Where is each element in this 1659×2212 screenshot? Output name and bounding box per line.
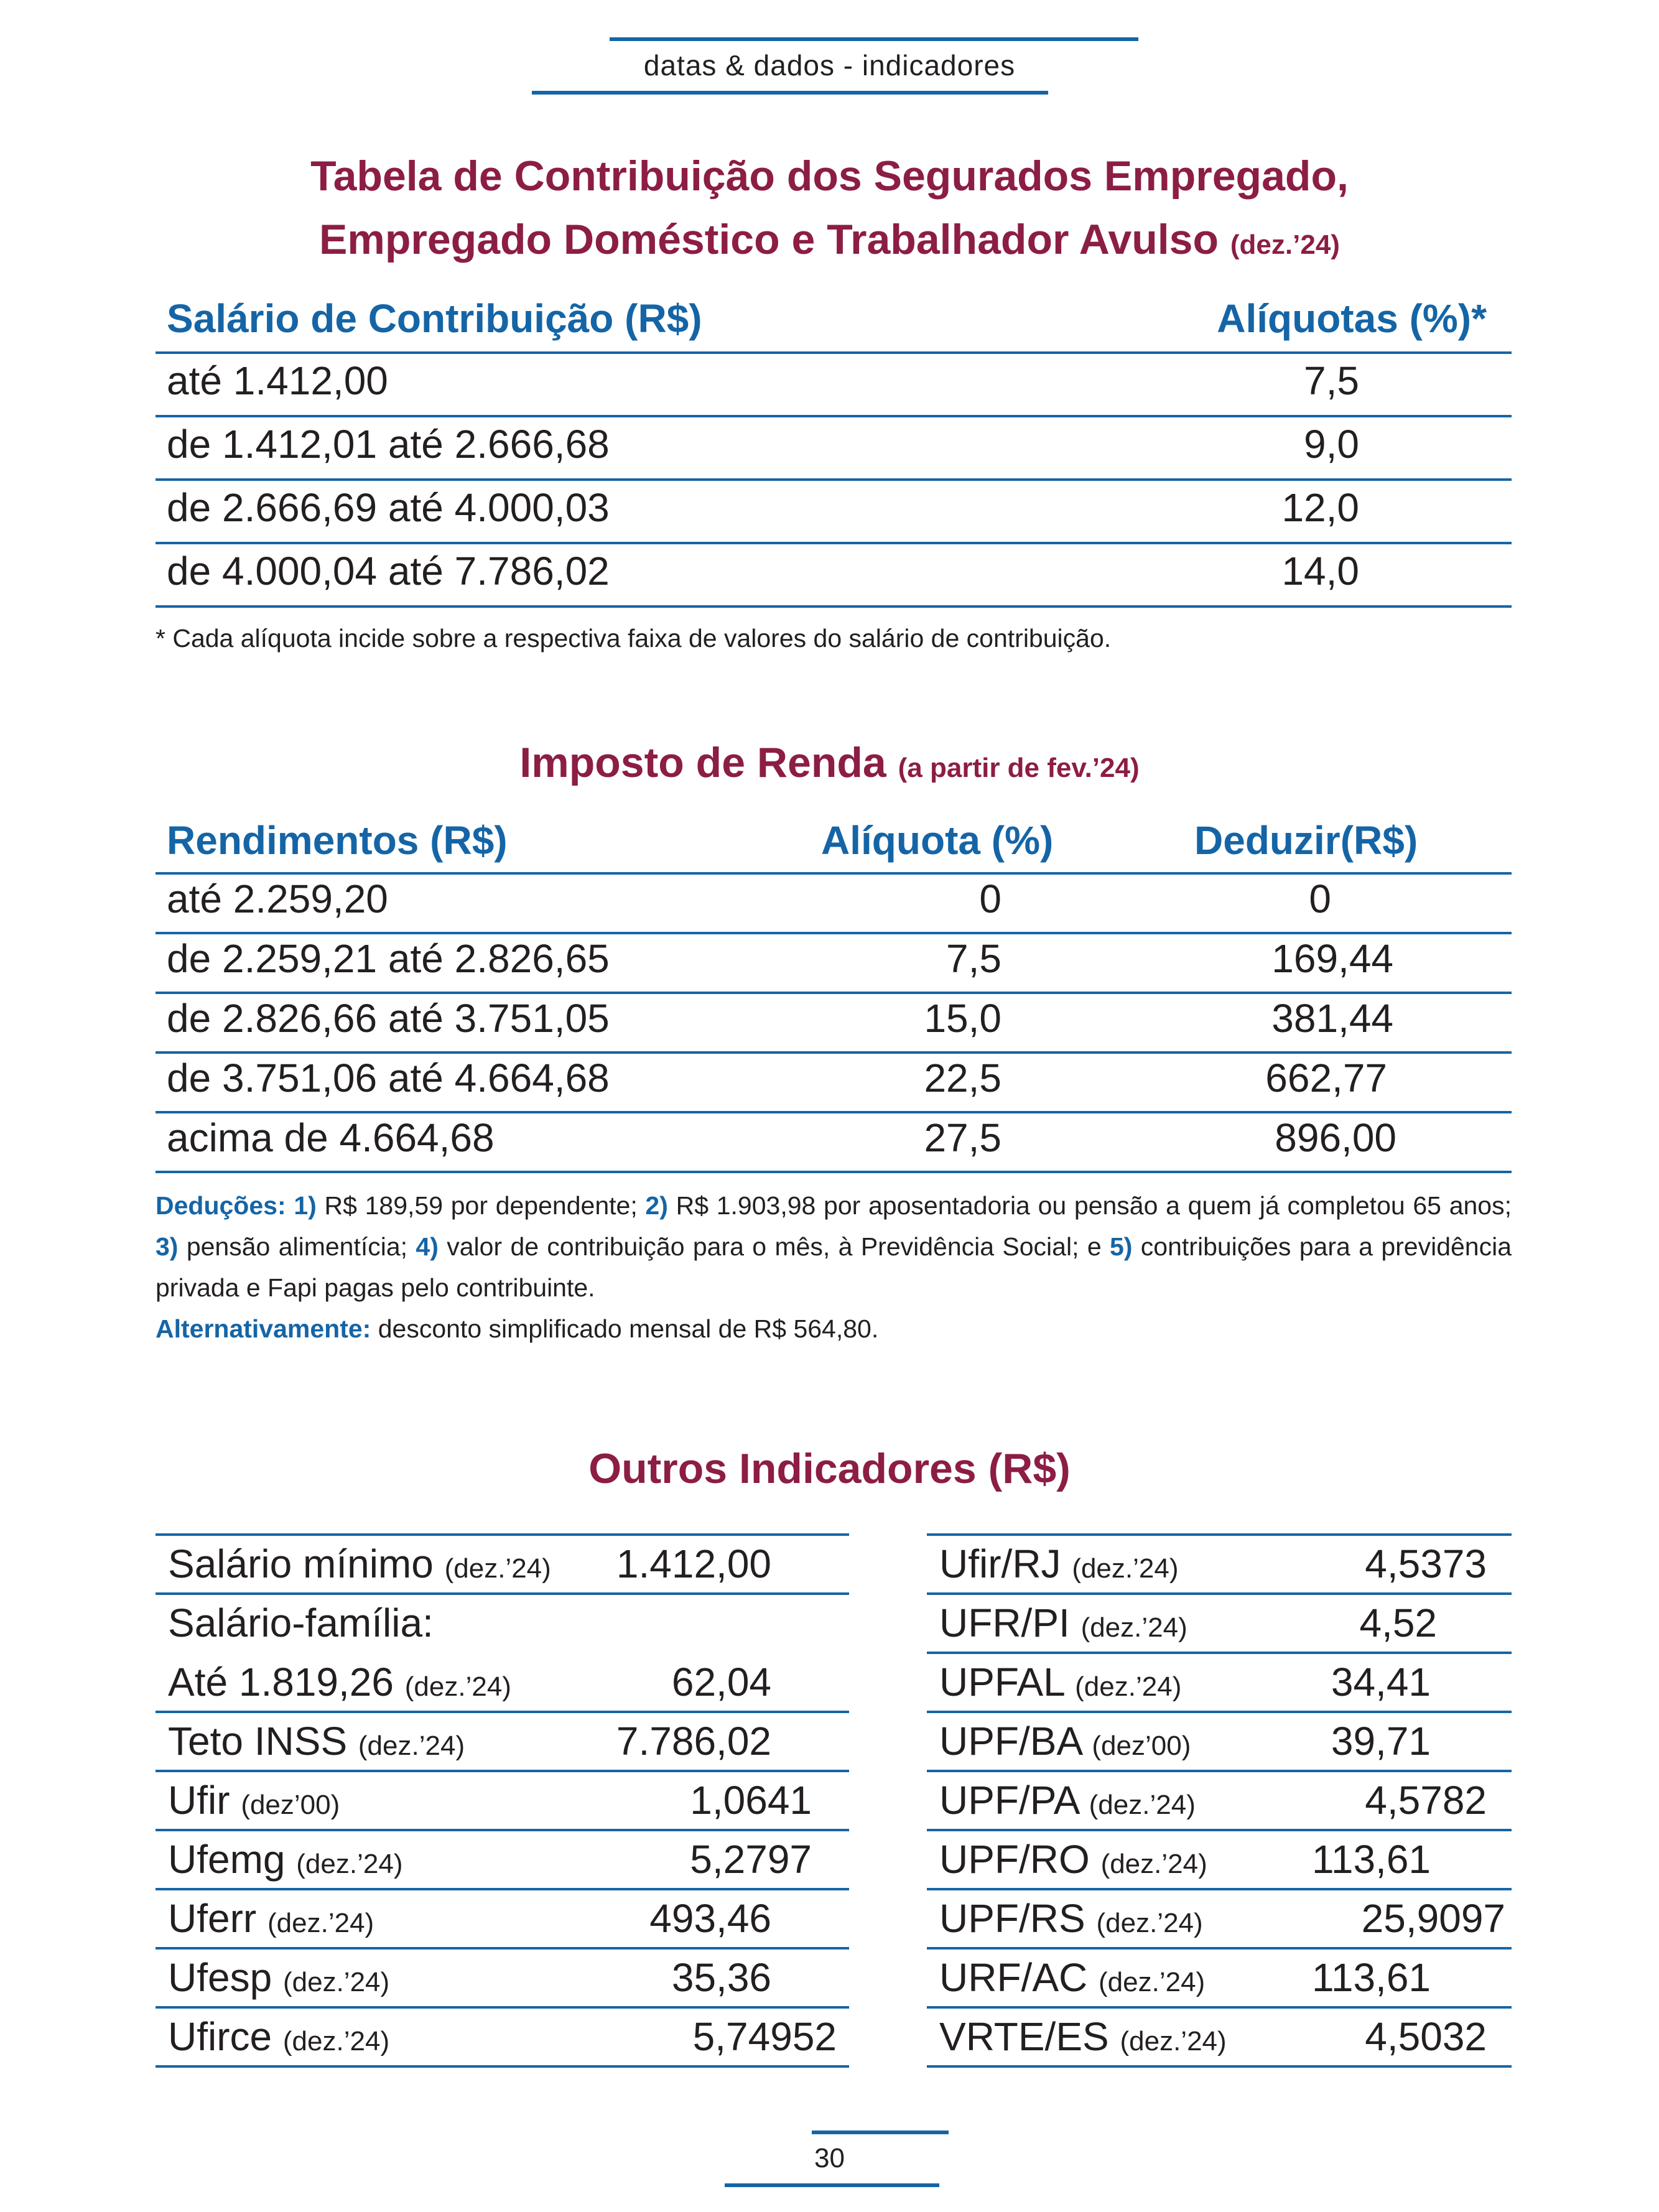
indicators-right-table [927,1533,1512,2068]
indicator-row [156,1949,849,2009]
indicator-name [168,1836,402,1882]
inss-col-salary: Salário de Contribuição (R$) [167,296,702,341]
indicator-ref: (dez.’24) [1096,1908,1203,1938]
ir-col-deduct: Deduzir(R$) [1194,818,1418,863]
indicator-label: Ufirce [168,2014,272,2059]
indicator-row [927,1536,1512,1595]
table-row [156,1113,1512,1173]
indicator-value: 4,5032 [1365,2014,1487,2059]
indicator-value: 4,5782 [1365,1778,1487,1823]
indicator-name [168,1600,434,1646]
indicator-label: UPF/RS [939,1896,1085,1941]
indicator-row [156,1772,849,1831]
ir-deduct: 0 [1309,876,1331,921]
inss-title [0,144,1659,277]
indicator-row [156,1654,849,1713]
indicator-value: 5,2797 [690,1837,812,1882]
indicator-name [168,1895,374,1941]
ir-deduct: 169,44 [1271,936,1393,981]
indicator-name [168,2014,389,2060]
indicator-name [168,1541,551,1587]
indicator-ref: (dez’00) [1092,1731,1191,1761]
ir-range: de 2.259,21 até 2.826,65 [167,936,610,981]
inss-rate: 14,0 [1281,549,1359,593]
footer-top-rule [812,2131,949,2134]
indicator-ref: (dez.’24) [282,2026,390,2056]
table-row [156,481,1512,544]
header-bottom-rule [532,91,1048,95]
indicator-label: Até 1.819,26 [168,1660,394,1704]
indicator-row [927,1713,1512,1772]
inss-title-line1: Tabela de Contribuição dos Segurados Empregado, [310,152,1349,200]
deduction-number: 2) [645,1191,668,1220]
indicator-name [168,1954,389,2001]
indicator-row [927,1949,1512,2009]
indicator-value: 4,5373 [1365,1541,1487,1586]
table-row [156,934,1512,994]
ir-deduct: 896,00 [1275,1115,1396,1160]
table-row [156,544,1512,608]
indicator-row [156,1713,849,1772]
indicator-row [927,1595,1512,1654]
indicator-value: 34,41 [1331,1660,1431,1704]
footer-bottom-rule [725,2183,939,2187]
ir-deduct: 662,77 [1265,1056,1387,1100]
indicator-value: 1,0641 [690,1778,812,1823]
indicator-ref: (dez.’24) [444,1553,551,1584]
indicator-value: 35,36 [671,1955,771,2000]
indicator-label: Teto INSS [168,1719,348,1764]
indicator-label: Uferr [168,1896,257,1941]
indicator-ref: (dez.’24) [404,1671,511,1702]
deduction-text: pensão alimentícia; [178,1232,416,1261]
header-title: datas & dados - indicadores [643,49,1016,81]
indicator-name [939,1659,1181,1705]
ir-title [0,731,1659,800]
inss-range: de 1.412,01 até 2.666,68 [167,422,610,467]
ir-rate: 15,0 [924,996,1001,1041]
indicator-label: UPF/BA [939,1719,1081,1764]
deduction-text: valor de contribuição para o mês, à Previdência Social; e [438,1232,1110,1261]
indicator-value: 4,52 [1359,1601,1437,1645]
indicator-ref: (dez.’24) [1120,2026,1227,2056]
ir-rate: 27,5 [924,1115,1001,1160]
indicator-row [156,1595,849,1654]
inss-rate: 7,5 [1304,358,1359,403]
table-row [156,994,1512,1054]
indicator-label: Ufesp [168,1955,272,2000]
inss-title-ref: (dez.’24) [1230,230,1340,260]
deduction-text: contribuições para a previdência privada e Fapi pagas pelo contribuinte. [156,1232,1512,1302]
inss-range: até 1.412,00 [167,358,388,403]
indicator-value: 5,74952 [692,2014,837,2059]
ir-range: até 2.259,20 [167,876,388,921]
indicator-ref: (dez.’24) [296,1849,403,1879]
indicator-row [156,1831,849,1890]
indicator-row [927,1890,1512,1949]
inss-title-line2: Empregado Doméstico e Trabalhador Avulso [319,216,1219,263]
ir-rate: 22,5 [924,1056,1001,1100]
indicator-name [168,1777,340,1823]
alternative-text: desconto simplificado mensal de R$ 564,80. [371,1314,879,1343]
ir-title-text: Imposto de Renda [519,739,886,786]
indicator-label: UPFAL [939,1660,1064,1704]
ir-col-rate: Alíquota (%) [821,818,1054,863]
indicator-row [927,1772,1512,1831]
indicator-ref: (dez’00) [241,1790,340,1820]
deduction-number: 3) [156,1232,179,1261]
table-row [156,1054,1512,1113]
ir-rate: 0 [979,876,1001,921]
indicator-ref: (dez.’24) [267,1908,374,1938]
indicator-ref: (dez.’24) [1100,1849,1207,1879]
table-row [156,875,1512,934]
deduction-text: R$ 1.903,98 por aposentadoria ou pensão a quem já completou 65 anos; [667,1191,1512,1220]
deduction-number: 1) [294,1191,317,1220]
indicator-label: Salário mínimo [168,1541,434,1586]
indicator-ref: (dez.’24) [358,1731,465,1761]
inss-col-rate: Alíquotas (%)* [1217,296,1487,341]
indicator-label: UPF/RO [939,1837,1090,1882]
inss-rate: 9,0 [1304,422,1359,467]
indicator-label: UFR/PI [939,1601,1070,1645]
ir-range: de 2.826,66 até 3.751,05 [167,996,610,1041]
ir-col-income: Rendimentos (R$) [167,818,508,863]
indicator-row [156,1536,849,1595]
alternative-label: Alternativamente: [156,1314,371,1343]
indicator-label: UPF/PA [939,1778,1078,1823]
indicator-name [168,1659,511,1705]
deduction-number: 4) [416,1232,439,1261]
indicator-label: Salário-família: [168,1601,434,1645]
indicator-name [939,1777,1196,1823]
inss-footnote: * Cada alíquota incide sobre a respectiva faixa de valores do salário de contribuição. [156,624,1112,653]
header-top-rule [610,37,1138,41]
indicator-name [939,1718,1191,1764]
indicator-row [927,1654,1512,1713]
indicator-name [939,1836,1207,1882]
inss-range: de 2.666,69 até 4.000,03 [167,485,610,530]
ir-range: de 3.751,06 até 4.664,68 [167,1056,610,1100]
indicator-ref: (dez.’24) [1072,1553,1179,1584]
deduction-number: 5) [1109,1232,1133,1261]
indicator-label: Ufir [168,1778,230,1823]
indicator-name [939,1600,1187,1646]
indicator-name [939,1895,1203,1941]
indicator-row [156,2009,849,2068]
outros-title: Outros Indicadores (R$) [588,1445,1071,1492]
indicator-value: 493,46 [649,1896,771,1941]
inss-range: de 4.000,04 até 7.786,02 [167,549,610,593]
indicator-name [939,2014,1227,2060]
indicator-label: VRTE/ES [939,2014,1109,2059]
indicators-left-table [156,1533,849,2068]
indicator-ref: (dez.’24) [282,1967,390,1997]
indicator-ref: (dez.’24) [1099,1967,1206,1997]
ir-deduct: 381,44 [1271,996,1393,1041]
indicator-row [927,2009,1512,2068]
inss-title-line2-wrap [0,208,1659,277]
indicator-value: 1.412,00 [616,1541,771,1586]
ir-title-ref: (a partir de fev.’24) [898,753,1140,783]
indicator-ref: (dez.’24) [1080,1612,1187,1643]
indicator-ref: (dez.’24) [1075,1671,1182,1702]
deductions-label: Deduções: [156,1191,286,1220]
indicator-row [927,1831,1512,1890]
indicator-label: Ufir/RJ [939,1541,1061,1586]
table-row [156,354,1512,417]
ir-header-row [156,815,1512,875]
ir-rate: 7,5 [946,936,1001,981]
table-row [156,417,1512,481]
ir-range: acima de 4.664,68 [167,1115,495,1160]
indicator-value: 25,9097 [1361,1896,1505,1941]
indicator-name [939,1954,1205,2001]
indicator-name [939,1541,1179,1587]
inss-table [156,289,1512,608]
indicator-label: URF/AC [939,1955,1088,2000]
page-number: 30 [814,2143,845,2173]
inss-header-row [156,289,1512,354]
deduction-text: R$ 189,59 por dependente; [316,1191,646,1220]
indicator-name [168,1718,465,1764]
indicator-row [156,1890,849,1949]
indicator-value: 113,61 [1312,1837,1431,1882]
ir-deductions [156,1185,1512,1349]
indicator-ref: (dez.’24) [1089,1790,1196,1820]
indicator-label: Ufemg [168,1837,286,1882]
ir-table [156,815,1512,1173]
inss-rate: 12,0 [1281,485,1359,530]
indicator-value: 39,71 [1331,1719,1431,1764]
indicator-value: 7.786,02 [616,1719,771,1764]
indicator-value: 62,04 [671,1660,771,1704]
indicator-value: 113,61 [1312,1955,1431,2000]
